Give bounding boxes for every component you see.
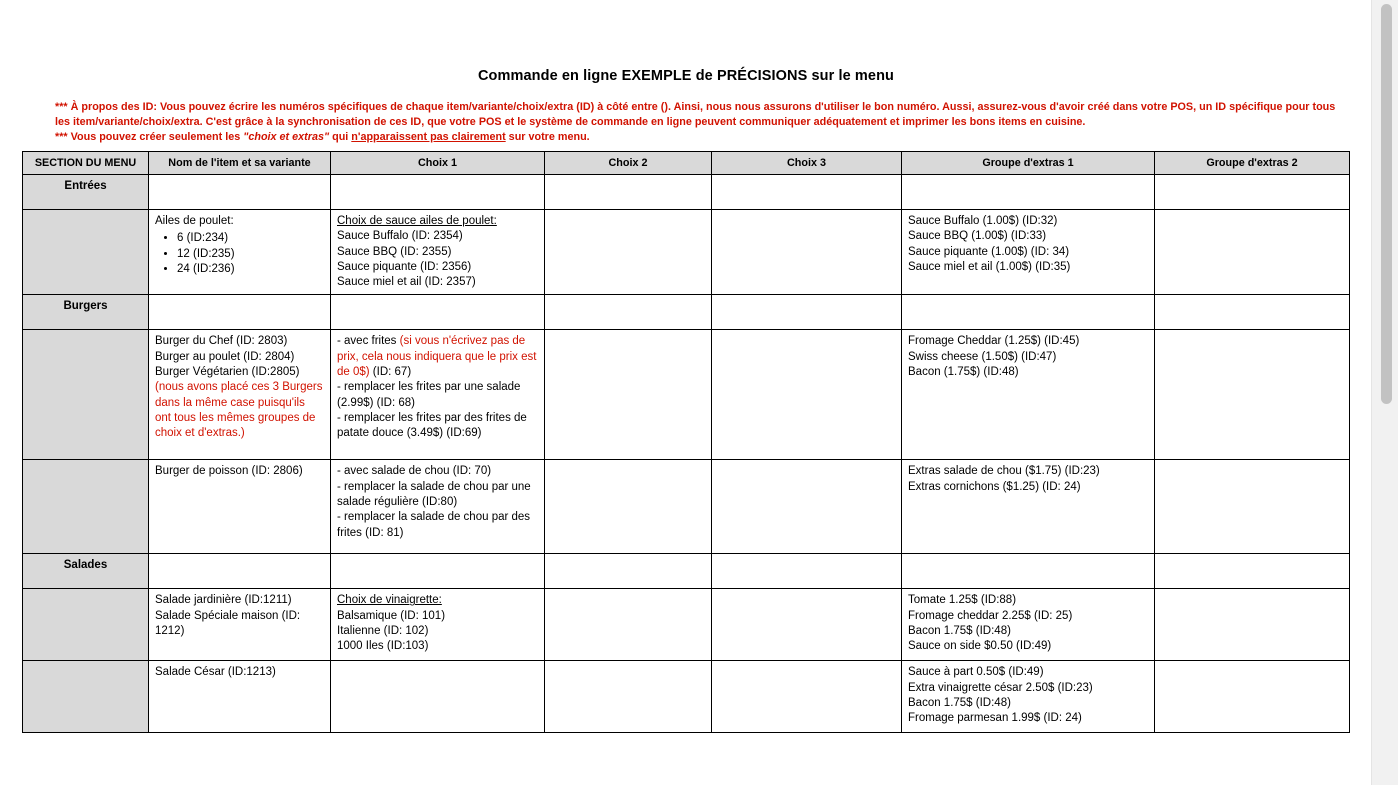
header-choix1: Choix 1 (331, 151, 545, 174)
extras2-cell (1155, 330, 1350, 460)
choix2-cell (545, 589, 712, 661)
extras1-line: Fromage cheddar 2.25$ (ID: 25) (908, 609, 1073, 622)
header-section: SECTION DU MENU (23, 151, 149, 174)
table-row (23, 460, 1350, 554)
section-spacer-cell (23, 330, 149, 460)
note-ids: *** À propos des ID: Vous pouvez écrire les numéros spécifiques de chaque item/variante/choix/extra (ID) à côté entre (). Ainsi, nous nous assurons d'utiliser le bon numéro. Aussi, assurez-vous d'avoir créé dans votre POS, un ID spécifique pour tous les item/variante/choix/extra. C'est grâce à la synchronisation de ces ID, que votre POS et le système de commande en ligne peuvent communiquer adéquatement et imprimer les bons items en cuisine. (55, 101, 1336, 128)
choix1-title: Choix de vinaigrette: (337, 594, 442, 607)
choix1-line: 1000 Iles (ID:103) (337, 640, 429, 653)
section-row-cell (331, 175, 545, 210)
table-row (23, 210, 1350, 295)
section-label-entrees: Entrées (23, 175, 149, 210)
item-cell (149, 589, 331, 661)
choix1-line: - remplacer la salade de chou par une salade régulière (ID:80) (337, 480, 531, 508)
extras1-cell (902, 210, 1155, 295)
section-label-burgers: Burgers (23, 295, 149, 330)
section-label-salades: Salades (23, 554, 149, 589)
table-row (23, 661, 1350, 733)
document-notes (55, 100, 1350, 145)
item-line: Burger Végétarien (ID:2805) (155, 366, 300, 378)
choix2-cell (545, 661, 712, 733)
extras1-cell (902, 330, 1155, 460)
choix3-cell (712, 661, 902, 733)
extras1-line: Tomate 1.25$ (ID:88) (908, 594, 1017, 607)
item-cell (149, 330, 331, 460)
choix1-title: Choix de sauce ailes de poulet: (337, 215, 497, 228)
scrollbar-track[interactable] (1371, 0, 1398, 785)
choix3-cell (712, 210, 902, 295)
choix1-mixed-red: (si vous n'écrivez pas de prix, cela nous indiquera que le prix est de 0$) (337, 335, 537, 378)
choix1-line: - remplacer la salade de chou par des frites (ID: 81) (337, 511, 531, 539)
item-line: Salade César (ID:1213) (155, 666, 276, 679)
item-line: Salade jardinière (ID:1211) (155, 594, 292, 607)
choix1-line: Sauce Buffalo (ID: 2354) (337, 230, 463, 243)
header-extras1: Groupe d'extras 1 (902, 151, 1155, 174)
extras1-line: Bacon 1.75$ (ID:48) (908, 625, 1011, 637)
extras1-line: Sauce miel et ail (1.00$) (ID:35) (908, 260, 1071, 273)
extras1-line: Sauce Buffalo (1.00$) (ID:32) (908, 215, 1058, 228)
section-row-cell (331, 295, 545, 330)
section-spacer-cell (23, 661, 149, 733)
choix1-cell (331, 460, 545, 554)
item-note: (nous avons placé ces 3 Burgers dans la même case puisqu'ils ont tous les mêmes groupes de choix et d'extras.) (155, 381, 323, 440)
extras2-cell (1155, 210, 1350, 295)
extras2-cell (1155, 589, 1350, 661)
section-row-cell (712, 295, 902, 330)
choix1-line: Balsamique (ID: 101) (337, 609, 446, 622)
section-row-cell (712, 554, 902, 589)
extras1-line: Bacon 1.75$ (ID:48) (908, 697, 1011, 709)
note-choices (55, 130, 1350, 145)
extras1-line: Fromage parmesan 1.99$ (ID: 24) (908, 712, 1082, 725)
section-row-cell (1155, 175, 1350, 210)
section-row-cell (331, 554, 545, 589)
extras1-line: Sauce BBQ (1.00$) (ID:33) (908, 230, 1047, 243)
section-row-cell (1155, 295, 1350, 330)
choix3-cell (712, 589, 902, 661)
section-row-cell (545, 175, 712, 210)
list-item: • 24 (ID:236) (177, 262, 324, 277)
choix1-cell (331, 210, 545, 295)
extras2-cell (1155, 460, 1350, 554)
note-choices-underline: n'apparaissent pas clairement (351, 130, 506, 143)
header-choix3: Choix 3 (712, 151, 902, 174)
header-item: Nom de l'item et sa variante (149, 151, 331, 174)
extras1-line: Bacon (1.75$) (ID:48) (908, 366, 1019, 378)
choix1-line: - remplacer les frites par des frites de patate douce (3.49$) (ID:69) (337, 411, 527, 440)
section-row-cell (149, 295, 331, 330)
section-spacer-cell (23, 589, 149, 661)
table-row (23, 330, 1350, 460)
extras1-line: Fromage Cheddar (1.25$) (ID:45) (908, 335, 1080, 348)
item-line: Salade Spéciale maison (ID: 1212) (155, 609, 301, 637)
section-row-cell (902, 175, 1155, 210)
section-row-cell (712, 175, 902, 210)
choix2-cell (545, 330, 712, 460)
section-row-cell (545, 295, 712, 330)
section-row-cell (902, 295, 1155, 330)
item-cell (149, 210, 331, 295)
page-title: Commande en ligne EXEMPLE de PRÉCISIONS sur le menu (477, 68, 895, 84)
choix1-cell (331, 330, 545, 460)
choix1-mixed-id: (ID: 67) (369, 366, 412, 378)
section-row-cell (902, 554, 1155, 589)
extras1-line: Extras cornichons ($1.25) (ID: 24) (908, 480, 1081, 493)
choix2-cell (545, 460, 712, 554)
extras1-cell (902, 589, 1155, 661)
item-line: Burger du Chef (ID: 2803) (155, 335, 288, 348)
choix2-cell (545, 210, 712, 295)
section-spacer-cell (23, 460, 149, 554)
choix1-line: - remplacer les frites par une salade (2.99$) (ID: 68) (337, 381, 521, 409)
extras1-line: Sauce on side $0.50 (ID:49) (908, 640, 1052, 653)
list-item: • 6 (ID:234) (177, 231, 324, 246)
section-row-entrees (23, 175, 1350, 210)
item-line: Burger au poulet (ID: 2804) (155, 350, 295, 363)
header-extras2: Groupe d'extras 2 (1155, 151, 1350, 174)
item-cell (149, 661, 331, 733)
item-line: Burger de poisson (ID: 2806) (155, 465, 303, 478)
extras1-line: Swiss cheese (1.50$) (ID:47) (908, 350, 1057, 363)
note-choices-italic: "choix et extras" (243, 130, 330, 143)
menu-table (22, 151, 1350, 734)
extras2-cell (1155, 661, 1350, 733)
section-row-salades (23, 554, 1350, 589)
extras1-line: Extras salade de chou ($1.75) (ID:23) (908, 465, 1100, 478)
extras1-cell (902, 661, 1155, 733)
item-variant-list (155, 231, 324, 277)
header-choix2: Choix 2 (545, 151, 712, 174)
extras1-line: Sauce piquante (1.00$) (ID: 34) (908, 245, 1070, 258)
section-row-cell (1155, 554, 1350, 589)
extras1-line: Sauce à part 0.50$ (ID:49) (908, 666, 1044, 679)
note-choices-lead: *** Vous pouvez créer seulement les (55, 130, 244, 143)
choix1-line: Sauce miel et ail (ID: 2357) (337, 276, 476, 289)
choix1-cell (331, 589, 545, 661)
choix1-line: Sauce BBQ (ID: 2355) (337, 245, 452, 258)
table-row (23, 589, 1350, 661)
section-row-cell (149, 175, 331, 210)
item-title: Ailes de poulet: (155, 215, 234, 228)
choix1-line: Sauce piquante (ID: 2356) (337, 260, 472, 273)
section-spacer-cell (23, 210, 149, 295)
note-choices-tail: sur votre menu. (505, 130, 590, 143)
item-cell (149, 460, 331, 554)
table-header-row (23, 151, 1350, 174)
section-row-burgers (23, 295, 1350, 330)
list-item: • 12 (ID:235) (177, 247, 324, 262)
choix3-cell (712, 330, 902, 460)
section-row-cell (545, 554, 712, 589)
choix1-line: Italienne (ID: 102) (337, 625, 429, 637)
scrollbar-thumb[interactable] (1381, 4, 1392, 404)
choix3-cell (712, 460, 902, 554)
extras1-cell (902, 460, 1155, 554)
choix1-line: - avec salade de chou (ID: 70) (337, 465, 492, 478)
choix1-mixed-black: - avec frites (337, 335, 400, 348)
choix1-cell (331, 661, 545, 733)
extras1-line: Extra vinaigrette césar 2.50$ (ID:23) (908, 681, 1093, 694)
section-row-cell (149, 554, 331, 589)
note-choices-mid: qui (329, 130, 352, 143)
